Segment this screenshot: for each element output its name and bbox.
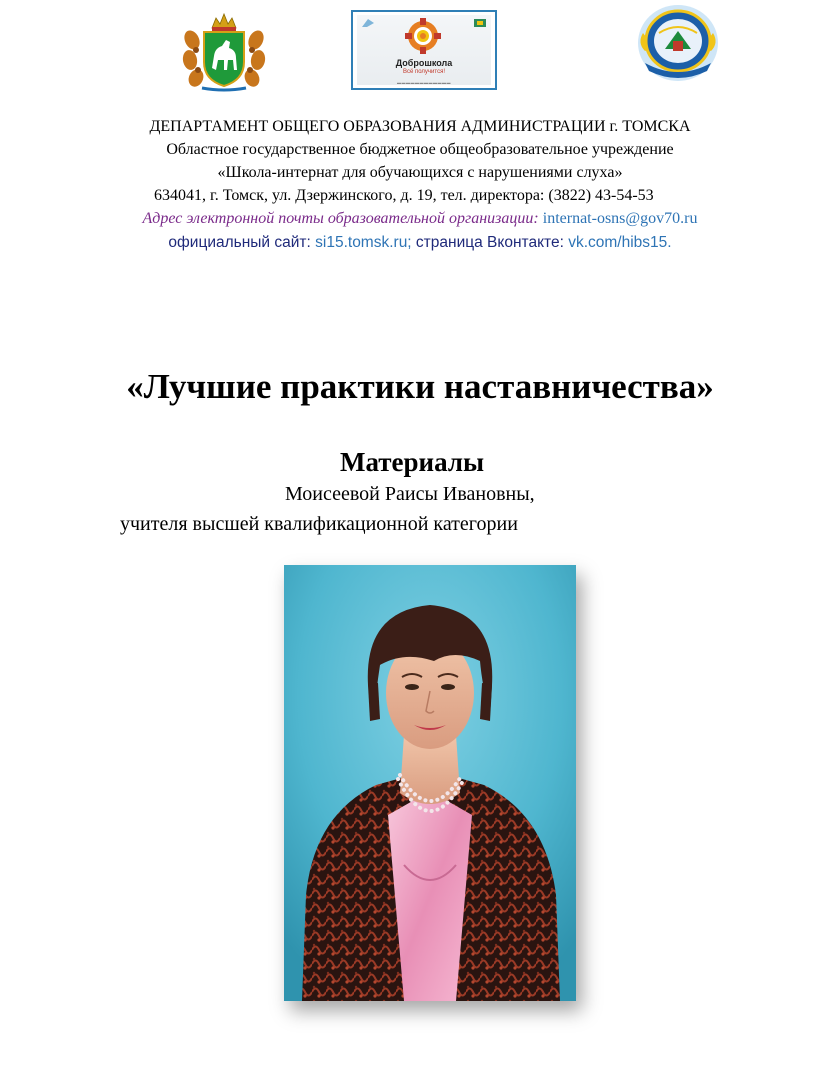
vk-link[interactable]: vk.com/hibs15. (568, 234, 672, 251)
dobroshkola-brand: Доброшкола (395, 58, 453, 68)
flag-icon (361, 18, 375, 28)
ministry-emblem-icon (473, 18, 487, 28)
department-name: ДЕПАРТАМЕНТ ОБЩЕГО ОБРАЗОВАНИЯ АДМИНИСТРАЦИИ г. ТОМСКА (149, 118, 691, 135)
dobroshkola-logo-icon (351, 10, 497, 90)
dobroshkola-slogan: Всё получится! (402, 69, 446, 75)
tomsk-region-coat-of-arms-icon (182, 10, 266, 92)
school-address: 634041, г. Томск, ул. Дзержинского, д. 19, тел. директора: (3822) 43-54-53 (154, 187, 654, 204)
vk-label: страница Вконтакте: (411, 234, 569, 251)
gear-wheel-icon (405, 18, 441, 54)
school-emblem-icon (635, 3, 721, 83)
email-label: Адрес электронной почты образовательной организации: (142, 210, 543, 227)
institution-type: Областное государственное бюджетное общеобразовательное учреждение (166, 141, 674, 158)
document-title: «Лучшие практики наставничества» (126, 367, 714, 406)
website-link[interactable]: si15.tomsk.ru; (315, 234, 412, 251)
author-role: учителя высшей квалификационной категории (120, 513, 518, 535)
materials-heading: Материалы (340, 447, 485, 477)
email-line (12, 207, 816, 230)
email-link[interactable]: internat-osns@gov70.ru (542, 210, 698, 227)
school-name: «Школа-интернат для обучающихся с нарушениями слуха» (217, 164, 623, 181)
website-line (12, 231, 816, 254)
dobroshkola-fine-print: ▬▬▬▬▬▬▬▬▬▬▬▬ (397, 80, 451, 85)
website-label: официальный сайт: (168, 234, 316, 251)
author-portrait-photo (284, 565, 576, 1001)
author-name: Моисеевой Раисы Ивановны, (285, 483, 535, 505)
